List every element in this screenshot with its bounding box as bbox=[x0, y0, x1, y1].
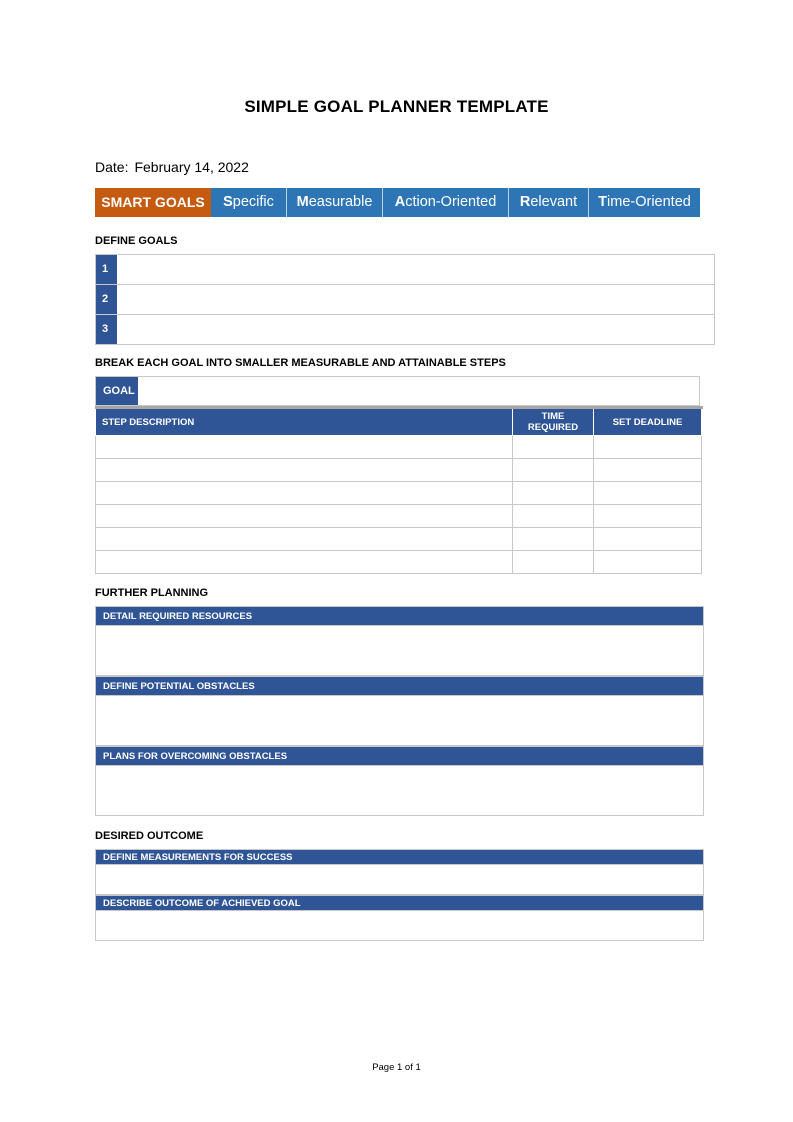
step-description-cell[interactable] bbox=[96, 436, 513, 459]
step-description-cell[interactable] bbox=[96, 551, 513, 574]
define-goals-heading: DEFINE GOALS bbox=[95, 235, 178, 247]
obstacles-field[interactable] bbox=[95, 696, 704, 746]
desired-outcome-heading: DESIRED OUTCOME bbox=[95, 830, 204, 842]
step-description-cell[interactable] bbox=[96, 482, 513, 505]
time-required-cell[interactable] bbox=[513, 436, 594, 459]
table-row bbox=[96, 551, 702, 574]
further-planning-section bbox=[95, 606, 704, 816]
measurements-header: DEFINE MEASUREMENTS FOR SUCCESS bbox=[95, 849, 704, 865]
time-required-cell[interactable] bbox=[513, 482, 594, 505]
deadline-cell[interactable] bbox=[594, 528, 702, 551]
define-goals-table bbox=[95, 254, 715, 345]
col-set-deadline: SET DEADLINE bbox=[594, 409, 702, 436]
outcome-field[interactable] bbox=[95, 911, 704, 941]
col-time-required: TIME REQUIRED bbox=[513, 409, 594, 436]
step-goal-label: GOAL bbox=[96, 377, 138, 405]
obstacles-header: DEFINE POTENTIAL OBSTACLES bbox=[95, 676, 704, 696]
smart-relevant: Relevant bbox=[509, 188, 589, 217]
smart-action-oriented: Action-Oriented bbox=[383, 188, 509, 217]
goal-input[interactable] bbox=[117, 285, 714, 314]
table-row bbox=[96, 528, 702, 551]
steps-heading: BREAK EACH GOAL INTO SMALLER MEASURABLE AND ATTAINABLE STEPS bbox=[95, 357, 506, 369]
resources-field[interactable] bbox=[95, 626, 704, 676]
measurements-field[interactable] bbox=[95, 865, 704, 895]
step-description-cell[interactable] bbox=[96, 459, 513, 482]
time-required-cell[interactable] bbox=[513, 551, 594, 574]
date-line bbox=[95, 159, 255, 175]
resources-header: DETAIL REQUIRED RESOURCES bbox=[95, 606, 704, 626]
smart-measurable: Measurable bbox=[287, 188, 383, 217]
goal-number: 2 bbox=[96, 285, 117, 314]
goal-row bbox=[95, 254, 715, 285]
time-required-cell[interactable] bbox=[513, 505, 594, 528]
step-description-cell[interactable] bbox=[96, 528, 513, 551]
goal-row bbox=[95, 315, 715, 345]
page-footer: Page 1 of 1 bbox=[372, 1062, 421, 1073]
deadline-cell[interactable] bbox=[594, 436, 702, 459]
page-title: SIMPLE GOAL PLANNER TEMPLATE bbox=[244, 97, 549, 116]
deadline-cell[interactable] bbox=[594, 505, 702, 528]
smart-specific: Specific bbox=[211, 188, 287, 217]
further-planning-heading: FURTHER PLANNING bbox=[95, 587, 209, 599]
goal-row bbox=[95, 285, 715, 315]
step-goal-box[interactable] bbox=[95, 376, 700, 406]
table-row bbox=[96, 482, 702, 505]
plans-header: PLANS FOR OVERCOMING OBSTACLES bbox=[95, 746, 704, 766]
smart-goals-label: SMART GOALS bbox=[95, 188, 211, 217]
time-required-cell[interactable] bbox=[513, 528, 594, 551]
table-row bbox=[96, 459, 702, 482]
time-required-cell[interactable] bbox=[513, 459, 594, 482]
step-description-cell[interactable] bbox=[96, 505, 513, 528]
goal-input[interactable] bbox=[117, 315, 714, 344]
col-step-description: STEP DESCRIPTION bbox=[96, 409, 513, 436]
smart-goals-bar bbox=[95, 188, 700, 217]
smart-time-oriented: Time-Oriented bbox=[589, 188, 700, 217]
deadline-cell[interactable] bbox=[594, 482, 702, 505]
goal-number: 3 bbox=[96, 315, 117, 344]
table-row bbox=[96, 505, 702, 528]
goal-number: 1 bbox=[96, 255, 117, 284]
date-value: February 14, 2022 bbox=[134, 159, 249, 175]
outcome-header: DESCRIBE OUTCOME OF ACHIEVED GOAL bbox=[95, 895, 704, 911]
steps-table bbox=[95, 409, 702, 574]
date-label: Date: bbox=[95, 159, 129, 175]
deadline-cell[interactable] bbox=[594, 459, 702, 482]
plans-field[interactable] bbox=[95, 766, 704, 816]
table-row bbox=[96, 436, 702, 459]
goal-input[interactable] bbox=[117, 255, 714, 284]
deadline-cell[interactable] bbox=[594, 551, 702, 574]
desired-outcome-section bbox=[95, 849, 704, 941]
